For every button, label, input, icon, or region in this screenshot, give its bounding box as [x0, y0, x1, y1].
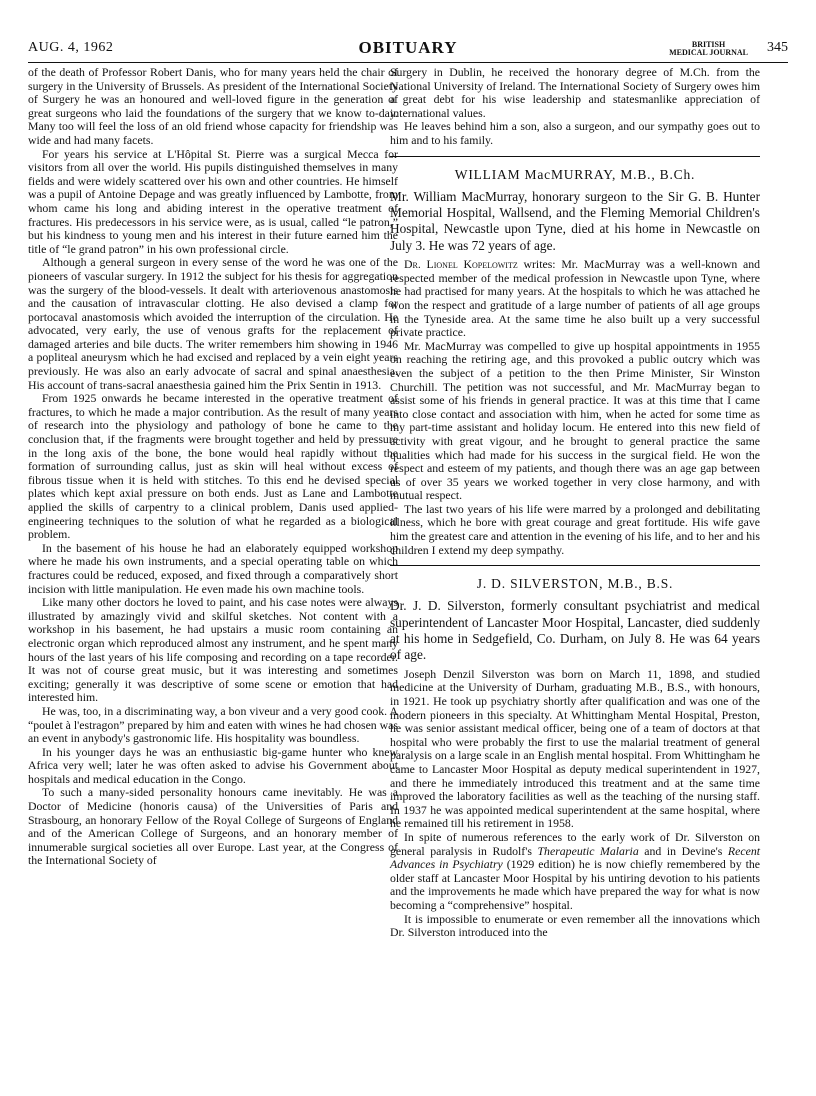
- danis-paragraph: To such a many-sided personality honours came inevitably. He was a Doctor of Medicine (honoris causa) of the Universities of Paris and Strasbourg, an honorary Fellow of the Royal College of Surgeons of England and of the American College of Surgeons, and an honorary member of innumerable surgical societies all over Europe. Last year, at the Congress of the International Society of: [28, 785, 398, 868]
- macmurray-paragraph: Mr. MacMurray was compelled to give up hospital appointments in 1955 on reaching the retiring age, and this provoked a public outcry which was even the subject of a petition to the then Prime Minister, Sir Winston Churchill. The petition was not successful, and Mr. MacMurray began to assist some of his friends in general practice. It was at this time that I came into close contact and association with him, when he acted for some time as my part-time assistant and holiday locum. He entered into this new field of activity with great vigour, and he brought to general practice the same qualities which had made for his success in the surgical field. He won the respect and esteem of my patients, and though there was an age gap between us of over 35 years we worked together in very close harmony, and with mutual respect.: [390, 338, 760, 503]
- silverston-paragraph: It is impossible to enumerate or even remember all the innovations which Dr. Silverston introduced into the: [390, 911, 760, 940]
- page-header: [28, 38, 788, 63]
- writer-text: writes: Mr. MacMurray was a well-known and respected member of the medical profession in Newcastle upon Tyne, where he had practised for many years. At the hospitals to which he was attached he won the respect and gratitude of a large number of patients of all age groups in the Tyneside area. At the same time he also built up a very successful private practice.: [390, 257, 760, 340]
- page-number: 345: [767, 40, 788, 55]
- danis-paragraph: Like many other doctors he loved to paint, and his case notes were always illustrated by amazingly vivid and skilful sketches. Not content with a workshop in his basement, he had upstairs a music room containing an electronic organ which reproduced almost any instrument, and he spent many hours of the last years of his life composing and recording on a tape recorder. It was not of course great music, but it was interesting and sometimes exciting; generally it was descriptive of some scene or emotion that had interested him.: [28, 595, 398, 705]
- silverston-lead: Dr. J. D. Silverston, formerly consultant psychiatrist and medical superintendent of Lancaster Moor Hospital, Lancaster, died suddenly at his home in Sedgefield, Co. Durham, on July 8. He was 64 years of age.: [390, 598, 760, 663]
- book-title: Recent Advances in Psychiatry: [390, 843, 760, 872]
- writer-name: Dr. Lionel Kopelowitz: [404, 257, 518, 272]
- danis-paragraph: He leaves behind him a son, also a surgeon, and our sympathy goes out to him and to his family.: [390, 119, 760, 147]
- journal-name-line2: MEDICAL JOURNAL: [669, 48, 748, 57]
- silverston-paragraph: Joseph Denzil Silverston was born on March 11, 1898, and studied medicine at the University of Durham, graduating M.B., B.S., with honours, in 1921. He took up psychiatry shortly after qualification and was one of the modern pioneers in this specialty. At Whittingham Mental Hospital, Preston, he was senior assistant medical officer, being one of a team of doctors at that hospital who were probably the first to use the malarial treatment of general paralysis on a large scale in an English mental hospital. From Whittingham he came to Lancaster Moor Hospital as deputy medical superintendent in 1927, and there he immediately introduced this treatment and at the same time improved the laboratory facilities as well as the teaching of the nursing staff. In 1937 he was appointed medical superintendent at the same hospital, where he remained till his retirement in 1958.: [390, 666, 760, 831]
- danis-paragraph: In his younger days he was an enthusiastic big-game hunter who knew Africa very well; later he was often asked to advise his Government about hospitals and medical education in the Congo.: [28, 744, 398, 786]
- text-run: (1929 edition) he is now chiefly remembered by the older staff at Lancaster Moor Hospital by his untiring devotion to his patients and the improvements he made which have prepared the way for what is now becoming a “comprehensive” hospital.: [390, 857, 760, 912]
- macmurray-lead: Mr. William MacMurray, honorary surgeon to the Sir G. B. Hunter Memorial Hospital, Wallsend, and the Fleming Memorial Children's Hospital, Newcastle upon Tyne, died at his home in Newcastle on July 3. He was 72 years of age.: [390, 188, 760, 253]
- right-column: [390, 66, 760, 940]
- danis-paragraph: Surgery in Dublin, he received the honorary degree of M.Ch. from the National University of Ireland. The International Society of Surgery owes him a great debt for his wise leadership and statesmanlike appreciation of international values.: [390, 65, 760, 120]
- book-title: Therapeutic Malaria: [537, 843, 639, 858]
- danis-paragraph: of the death of Professor Robert Danis, who for many years held the chair of surgery in the University of Brussels. As president of the International Society of Surgery he was an honoured and well-loved figure in the generation of great surgeons who laid the foundations of the surgery that we know to-day. Many too will feel the loss of an old friend whose capacity for friendship was wide and had many facets.: [28, 65, 398, 147]
- danis-paragraph: For years his service at L'Hôpital St. Pierre was a surgical Mecca for visitors from all over the world. His pupils distinguished themselves in many fields and were widely scattered over his own and other countries. He himself was a pupil of Antoine Depage and was greatly influenced by Lambotte, from whom came his long and abiding interest in the operative treatment of fractures. His predecessors in his service were, as is usual, called “le patron,” but his kindness to young men and his interest in their future earned him the title of “le grand patron” in his own professional circle.: [28, 146, 398, 256]
- issue-date: AUG. 4, 1962: [28, 40, 114, 55]
- section-divider: [390, 156, 760, 157]
- macmurray-paragraph: The last two years of his life were marred by a prolonged and debilitating illness, which he bore with great courage and great fortitude. His wife gave him the greatest care and attention in the evening of his life, and to her and his children I extend my deep sympathy.: [390, 501, 760, 557]
- text-run: In spite of numerous references to the early work of Dr. Silverston on general paralysis in Rudolf's: [390, 830, 760, 858]
- danis-paragraph: From 1925 onwards he became interested in the operative treatment of fractures, to which he made a major contribution. As the result of many years of research into the physiology and pathology of bone he came to the conclusion that, if the fragments were brought together and held by pressure in the long axis of the bone, the bone would heal rapidly without the formation of surrounding callus, just as skin will heal without excess of fibrous tissue when it is held with stitches. To this end he devised special plates which kept axial pressure on both ends. Just as Lane and Lambotte applied the skills of carpentry to a clinical problem, Danis used applied-engineering techniques to the solution of what he regarded as a biological problem.: [28, 391, 398, 542]
- silverston-heading: J. D. SILVERSTON, M.B., B.S.: [476, 576, 674, 592]
- section-title: OBITUARY: [358, 38, 458, 57]
- macmurray-paragraph: [390, 258, 760, 340]
- journal-name: [669, 41, 748, 57]
- silverston-paragraph: [390, 831, 760, 913]
- danis-paragraph: Although a general surgeon in every sense of the word he was one of the pioneers of vascular surgery. In 1912 the subject for his thesis for aggregation was the surgery of the blood-vessels. It dealt with arteriovenous anastomosis and the causation of intravascular clotting. He also devised a clamp for portocaval anastomosis which avoided the interruption of the circulation. He advocated, very early, the use of venous grafts for the replacement of damaged arteries and bile ducts. The writer remembers him showing in 1946 a popliteal aneurysm which he had excised and replaced by a vein eight years previously. He was also an early advocate of sacral and spinal anaesthesia. His account of trans-sacral anaesthesia gained him the Prix Sentin in 1913.: [28, 255, 398, 392]
- section-divider: [390, 565, 760, 566]
- macmurray-heading: WILLIAM MacMURRAY, M.B., B.Ch.: [454, 166, 696, 182]
- left-column: [28, 66, 398, 868]
- danis-paragraph: In the basement of his house he had an elaborately equipped workshop where he made his own instruments, and a special operating table on which fractures could be reduced, exposed, and fixed through a comparatively short incision with little manipulation. He even made his own machine tools.: [28, 540, 398, 596]
- text-run: and in Devine's: [638, 843, 728, 858]
- journal-name-line1: BRITISH: [691, 40, 726, 49]
- danis-paragraph: He was, too, in a discriminating way, a bon viveur and a very good cook. A “poulet à l'estragon” prepared by him and eaten with wines he had chosen was an event in anybody's gastronomic life. His hospitality was boundless.: [28, 703, 398, 746]
